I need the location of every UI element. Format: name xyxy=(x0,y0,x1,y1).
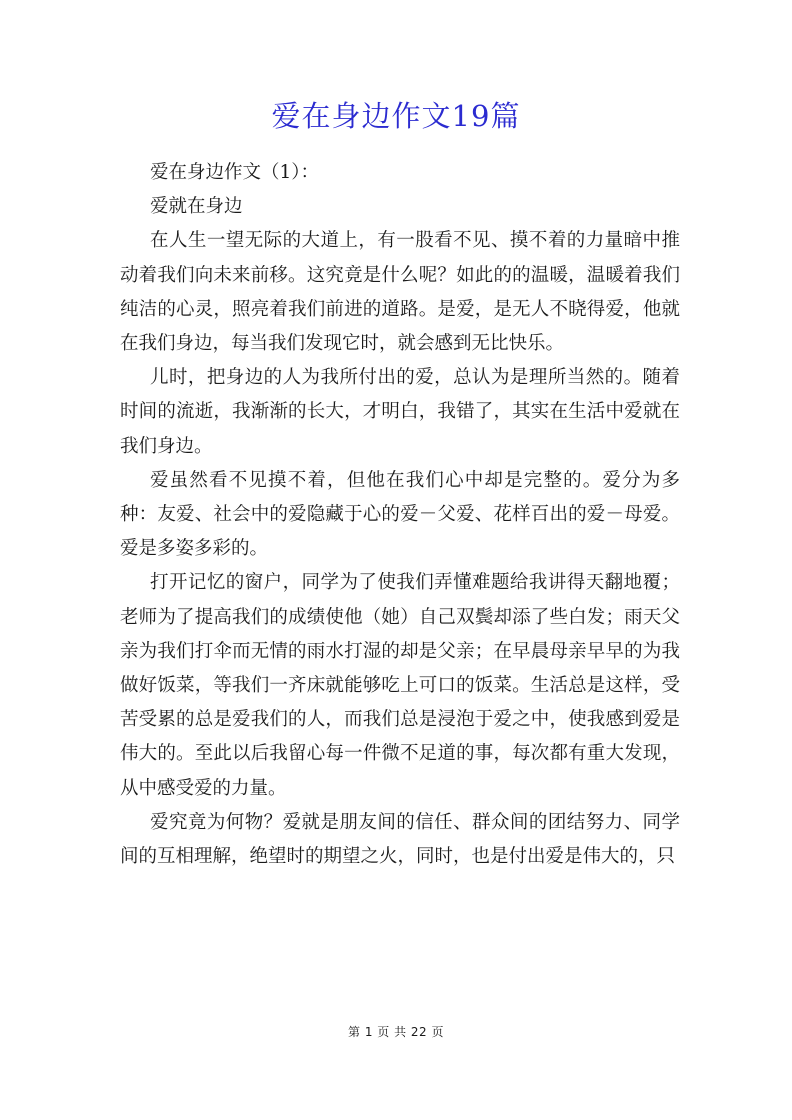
paragraph: 打开记忆的窗户，同学为了使我们弄懂难题给我讲得天翻地覆；老师为了提高我们的成绩使他（她）自己双鬓却添了些白发；雨天父亲为我们打伞而无情的雨水打湿的却是父亲；在早晨母亲早早的为我做好饭菜，等我们一齐床就能够吃上可口的饭菜。生活总是这样，受苦受累的总是爱我们的人，而我们总是浸泡于爱之中，使我感到爱是伟大的。至此以后我留心每一件微不足道的事，每次都有重大发现，从中感受爱的力量。 xyxy=(120,572,680,799)
paragraph: 爱究竟为何物？爱就是朋友间的信任、群众间的团结努力、同学间的互相理解，绝望时的期望之火，同时，也是付出爱是伟大的，只 xyxy=(120,811,680,868)
paragraph: 爱在身边作文（1）： xyxy=(150,162,320,183)
paragraph: 在人生一望无际的大道上，有一股看不见、摸不着的力量暗中推动着我们向未来前移。这究竟是什么呢？如此的的温暖，温暖着我们纯洁的心灵，照亮着我们前进的道路。是爱，是无人不晓得爱，他就在我们身边，每当我们发现它时，就会感到无比快乐。 xyxy=(120,230,680,355)
paragraph: 爱虽然看不见摸不着，但他在我们心中却是完整的。爱分为多种：友爱、社会中的爱隐藏于心的爱－父爱、花样百出的爱－母爱。爱是多姿多彩的。 xyxy=(120,469,680,560)
document-title: 爱在身边作文19篇 xyxy=(271,99,521,133)
paragraph: 儿时，把身边的人为我所付出的爱，总认为是理所当然的。随着时间的流逝，我渐渐的长大，才明白，我错了，其实在生活中爱就在我们身边。 xyxy=(120,367,680,457)
page-footer: 第 1 页 共 22 页 xyxy=(348,1025,444,1039)
document-body xyxy=(120,156,680,874)
paragraph: 爱就在身边 xyxy=(150,196,243,218)
